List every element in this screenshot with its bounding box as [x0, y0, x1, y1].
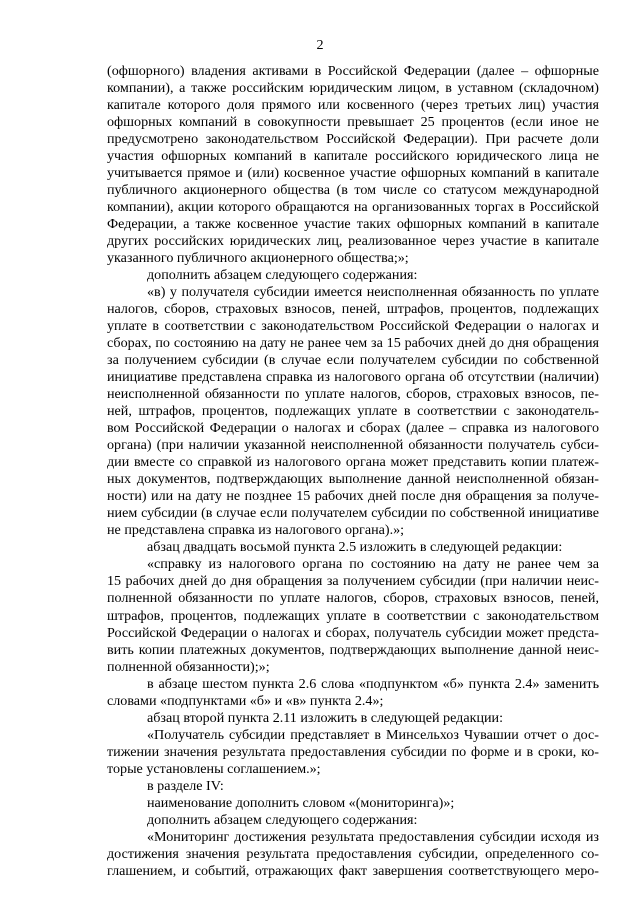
text-line: в абзаце шестом пункта 2.6 слова «подпунктом «б» пункта 2.4» заменить [147, 675, 599, 692]
text-line: других российских юридических лиц, реализованное через участие в капитале [107, 233, 599, 250]
text-line: полненной обязанности);»; [107, 658, 270, 675]
text-line: дополнить абзацем следующего содержания: [147, 811, 418, 828]
text-line: полненной обязанности по уплате налогов, сборов, страховых взносов, пеней, [107, 590, 599, 607]
text-line: абзац второй пункта 2.11 изложить в следующей редакции: [147, 709, 503, 726]
text-line: участия офшорных компаний в капитале российского юридического лица не [107, 148, 599, 165]
text-line: глашением, и событий, отражающих факт завершения соответствующего меро- [107, 862, 599, 879]
text-line: дии вместе со справкой из налогового органа может представить копии платеж- [107, 454, 599, 471]
text-line: органа) (при наличии указанной неисполненной обязанности получатель субси- [107, 437, 599, 454]
text-line: абзац двадцать восьмой пункта 2.5 изложить в следующей редакции: [147, 539, 563, 556]
text-line: в разделе IV: [147, 777, 224, 794]
text-line: ных документов, подтверждающих выполнение данной неисполненной обязан- [107, 471, 599, 488]
text-line: вом Российской Федерации о налогах и сборах (далее – справка из налогового [107, 420, 599, 437]
text-line: налогов, сборов, страховых взносов, пеней, штрафов, процентов, подлежащих [107, 301, 599, 318]
text-line: компании), а также российским юридическим лицом, в уставном (складочном) [107, 80, 599, 97]
text-line: компании), акции которого обращаются на организованных торгах в Российской [107, 199, 599, 216]
document-body [107, 63, 599, 880]
text-line: словами «подпунктами «б» и «в» пункта 2.4»; [107, 692, 384, 709]
text-line: «Мониторинг достижения результата предоставления субсидии исходя из [147, 828, 599, 845]
page-number: 2 [316, 37, 324, 53]
text-line: тижении значения результата предоставления субсидии по форме и в сроки, ко- [107, 743, 599, 760]
text-line: Федерации, а также косвенное участие таких офшорных компаний в капитале [107, 216, 599, 233]
text-line: неисполненной обязанности по уплате налогов, сборов, страховых взносов, пе- [107, 386, 599, 403]
text-line: указанного публичного акционерного общества;»; [107, 250, 409, 267]
text-line: нием субсидии (в случае если получателем субсидии по собственной инициативе [107, 505, 599, 522]
text-line: «справку из налогового органа по состоянию на дату не ранее чем за [147, 556, 599, 573]
text-line: Российской Федерации о налогах и сборах, получатель субсидии может предста- [107, 624, 599, 641]
text-line: дополнить абзацем следующего содержания: [147, 267, 418, 284]
text-line: предусмотрено законодательством Российской Федерации). При расчете доли [107, 131, 599, 148]
text-line: инициативе представлена справка из налогового органа об отсутствии (наличии) [107, 369, 599, 386]
text-line: уплате в соответствии с законодательством Российской Федерации о налогах и [107, 318, 599, 335]
text-line: за получением субсидии (в случае если получателем субсидии по собственной [107, 352, 599, 369]
text-line: не представлена справка из налогового органа).»; [107, 522, 405, 539]
text-line: капитале которого доля прямого или косвенного (через третьих лиц) участия [107, 97, 599, 114]
text-line: штрафов, процентов, подлежащих уплате в соответствии с законодательством [107, 607, 599, 624]
text-line: «Получатель субсидии представляет в Минсельхоз Чувашии отчет о дос- [147, 726, 599, 743]
text-line: торые установлены соглашением.»; [107, 760, 321, 777]
text-line: (офшорного) владения активами в Российской Федерации (далее – офшорные [107, 63, 599, 79]
text-line: ней, штрафов, процентов, подлежащих уплате в соответствии с законодатель- [107, 403, 599, 420]
text-line: учитывается прямое и (или) косвенное участие офшорных компаний в капитале [107, 165, 599, 182]
text-line: офшорных компаний в совокупности превышает 25 процентов (если иное не [107, 114, 599, 131]
text-line: публичного акционерного общества (в том числе со статусом международной [107, 182, 599, 199]
text-line: вить копии платежных документов, подтверждающих выполнение данной неис- [107, 641, 599, 658]
text-line: «в) у получателя субсидии имеется неисполненная обязанность по уплате [147, 284, 599, 301]
text-line: наименование дополнить словом «(мониторинга)»; [147, 794, 455, 811]
text-line: сборах, по состоянию на дату не ранее чем за 15 рабочих дней до дня обращения [107, 335, 599, 352]
text-line: 15 рабочих дней до дня обращения за получением субсидии (при наличии неис- [107, 573, 599, 590]
text-line: достижения значения результата предоставления субсидии, определенного со- [107, 845, 599, 862]
text-line: ности) или на дату не позднее 15 рабочих дней после дня обращения за получе- [107, 488, 599, 505]
